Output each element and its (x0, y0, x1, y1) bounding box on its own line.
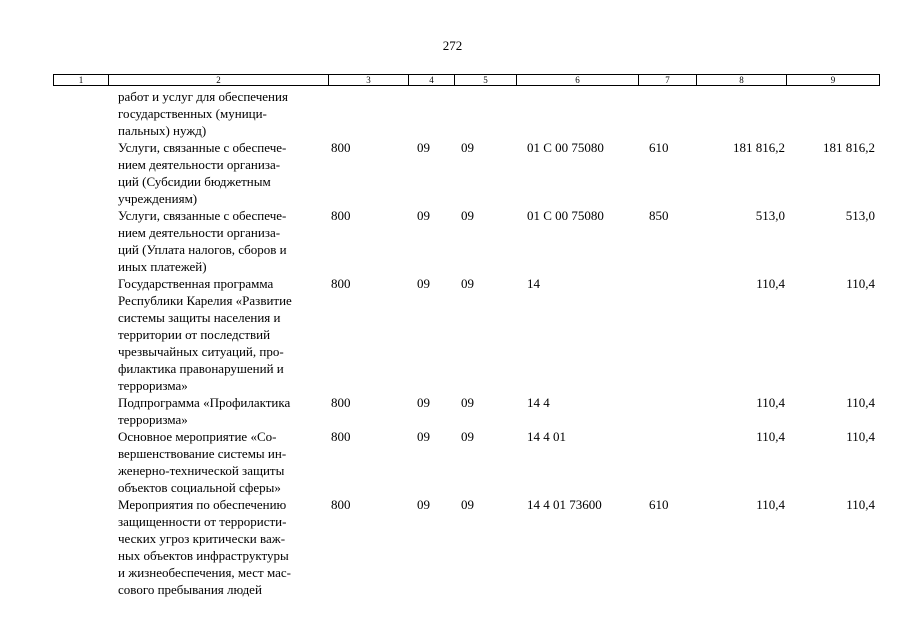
header-col-6: 6 (517, 75, 639, 85)
row-name (118, 207, 330, 275)
cell-col-3: 800 (331, 395, 351, 410)
row-name-line: пальных) нужд) (118, 123, 207, 138)
cell-col-4: 09 (417, 140, 430, 155)
row-name-line: Республики Карелия «Развитие (118, 293, 292, 308)
cell-col-9: 110,4 (846, 395, 875, 410)
cell-col-8: 110,4 (756, 276, 785, 291)
table-row (0, 139, 905, 207)
cell-col-3: 800 (331, 276, 351, 291)
row-name-line: объектов социальной сферы» (118, 480, 281, 495)
row-name (118, 428, 330, 496)
cell-col-3: 800 (331, 497, 351, 512)
header-col-5: 5 (455, 75, 517, 85)
cell-col-6: 14 4 01 (527, 429, 566, 444)
row-name-line: вершенствование системы ин- (118, 446, 287, 461)
cell-col-5: 09 (461, 208, 474, 223)
row-name-line: женерно-технической защиты (118, 463, 285, 478)
row-name-line: системы защиты населения и (118, 310, 281, 325)
cell-col-6: 01 С 00 75080 (527, 208, 604, 223)
row-name-line: терроризма» (118, 378, 188, 393)
row-name (118, 496, 330, 598)
row-name-line: территории от последствий (118, 327, 271, 342)
cell-col-6: 01 С 00 75080 (527, 140, 604, 155)
row-name-line: терроризма» (118, 412, 188, 427)
row-name (118, 394, 330, 428)
cell-col-5: 09 (461, 429, 474, 444)
row-name-line: государственных (муници- (118, 106, 267, 121)
row-name-line: сового пребывания людей (118, 582, 262, 597)
table-header (53, 74, 880, 86)
cell-col-9: 110,4 (846, 429, 875, 444)
cell-col-4: 09 (417, 497, 430, 512)
cell-col-8: 110,4 (756, 497, 785, 512)
cell-col-5: 09 (461, 497, 474, 512)
table-row (0, 207, 905, 275)
table-body (0, 88, 905, 598)
cell-col-5: 09 (461, 276, 474, 291)
row-name-line: Услуги, связанные с обеспече- (118, 208, 287, 223)
row-name (118, 275, 330, 394)
cell-col-9: 110,4 (846, 497, 875, 512)
row-name (118, 88, 330, 139)
cell-col-6: 14 (527, 276, 540, 291)
header-col-1: 1 (54, 75, 109, 85)
row-name-line: нием деятельности организа- (118, 225, 281, 240)
row-name-line: Мероприятия по обеспечению (118, 497, 287, 512)
table-row (0, 275, 905, 394)
cell-col-4: 09 (417, 208, 430, 223)
row-name-line: защищенности от террористи- (118, 514, 287, 529)
cell-col-3: 800 (331, 140, 351, 155)
row-name-line: Государственная программа (118, 276, 274, 291)
table-row (0, 428, 905, 496)
row-name-line: Подпрограмма «Профилактика (118, 395, 291, 410)
page-number: 272 (442, 38, 463, 53)
row-name-line: работ и услуг для обеспечения (118, 89, 288, 104)
cell-col-4: 09 (417, 429, 430, 444)
cell-col-8: 513,0 (755, 208, 785, 223)
header-col-8: 8 (697, 75, 787, 85)
cell-col-9: 110,4 (846, 276, 875, 291)
cell-col-5: 09 (461, 140, 474, 155)
cell-col-8: 181 816,2 (733, 140, 785, 155)
cell-col-3: 800 (331, 208, 351, 223)
cell-col-4: 09 (417, 276, 430, 291)
row-name-line: нием деятельности организа- (118, 157, 281, 172)
header-col-9: 9 (830, 75, 836, 85)
cell-col-8: 110,4 (756, 395, 785, 410)
header-col-4: 4 (409, 75, 455, 85)
cell-col-5: 09 (461, 395, 474, 410)
row-name-line: ций (Субсидии бюджетным (118, 174, 271, 189)
cell-col-7: 610 (649, 497, 669, 512)
row-name-line: учреждениям) (118, 191, 198, 206)
row-name-line: Основное мероприятие «Со- (118, 429, 277, 444)
cell-col-8: 110,4 (756, 429, 785, 444)
row-name-line: ных объектов инфраструктуры (118, 548, 289, 563)
table-row (0, 496, 905, 598)
row-name-line: ций (Уплата налогов, сборов и (118, 242, 287, 257)
row-name-line: и жизнеобеспечения, мест мас- (118, 565, 291, 580)
row-name-line: ческих угроз критически важ- (118, 531, 286, 546)
row-name (118, 139, 330, 207)
cell-col-9: 513,0 (845, 208, 875, 223)
cell-col-6: 14 4 (527, 395, 550, 410)
row-name-line: филактика правонарушений и (118, 361, 284, 376)
cell-col-4: 09 (417, 395, 430, 410)
row-name-line: иных платежей) (118, 259, 207, 274)
header-col-3: 3 (329, 75, 409, 85)
row-name-line: Услуги, связанные с обеспече- (118, 140, 287, 155)
header-col-2: 2 (109, 75, 329, 85)
row-name-line: чрезвычайных ситуаций, про- (118, 344, 284, 359)
cell-col-3: 800 (331, 429, 351, 444)
table-row (0, 88, 905, 139)
table-row (0, 394, 905, 428)
cell-col-6: 14 4 01 73600 (527, 497, 602, 512)
cell-col-7: 610 (649, 140, 669, 155)
cell-col-9: 181 816,2 (823, 140, 875, 155)
header-col-7: 7 (639, 75, 697, 85)
cell-col-7: 850 (649, 208, 669, 223)
